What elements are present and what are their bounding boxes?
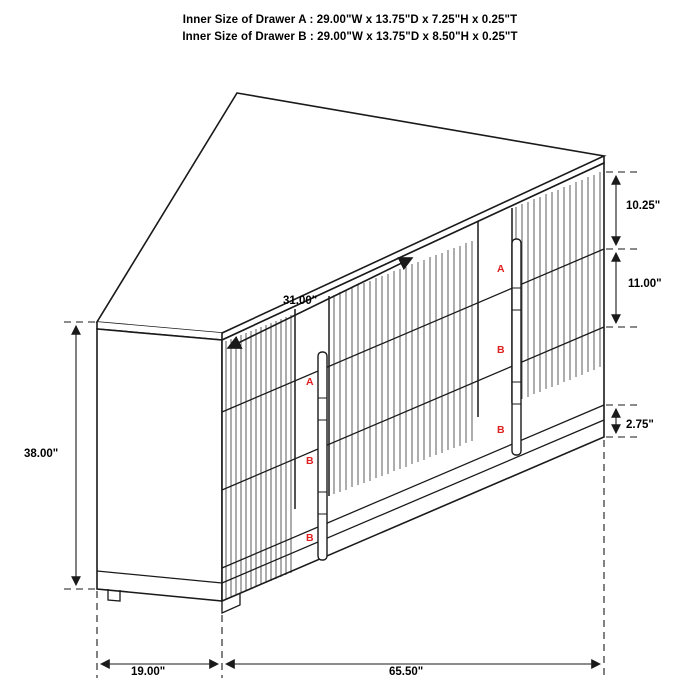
drawer-label-left-b1: B (306, 455, 314, 467)
dim-depth-side: 19.00" (131, 666, 166, 678)
drawer-label-left-b2: B (306, 532, 314, 544)
dim-plinth: 2.75" (626, 419, 654, 431)
drawer-label-right-b2: B (497, 424, 505, 436)
drawer-label-left-a: A (306, 376, 314, 388)
dim-drawer-row-mid: 11.00" (628, 278, 662, 290)
dim-width-total: 65.50" (389, 666, 424, 678)
dim-top-diagonal: 31.00" (283, 295, 318, 307)
drawer-a-inner-size-note: Inner Size of Drawer A : 29.00"W x 13.75"D x 7.25"H x 0.25"T (182, 14, 518, 26)
drawer-label-right-a: A (497, 263, 505, 275)
drawer-b-inner-size-note: Inner Size of Drawer B : 29.00"W x 13.75"D x 8.50"H x 0.25"T (182, 31, 518, 43)
drawer-label-right-b1: B (497, 344, 505, 356)
dim-height-total: 38.00" (24, 448, 59, 460)
dim-drawer-row-top: 10.25" (626, 200, 661, 212)
